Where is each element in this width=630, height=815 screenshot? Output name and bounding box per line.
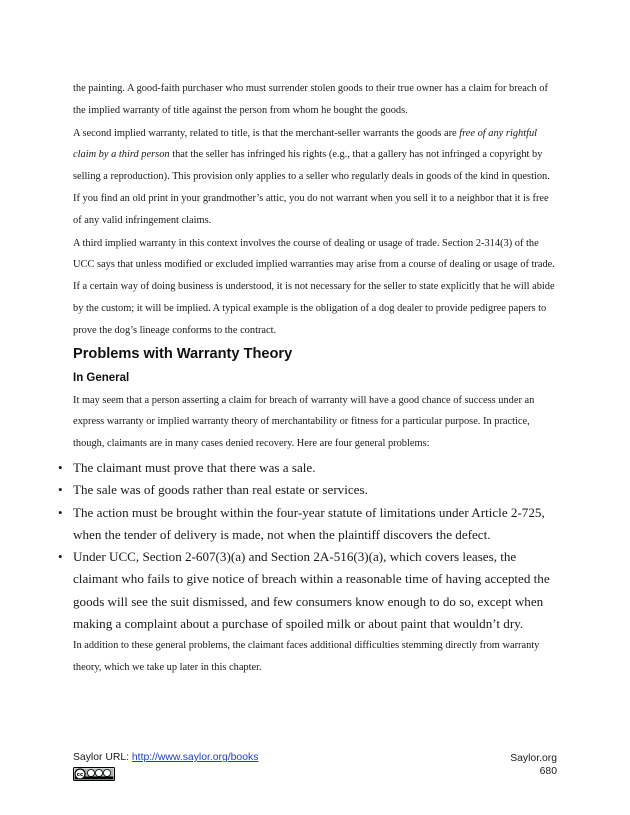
- section-heading: Problems with Warranty Theory: [73, 345, 293, 362]
- paragraph-closing: In addition to these general problems, the claimant faces additional difficulties stemming directly from warranty theory, which we take up later in this chapter.: [73, 640, 540, 674]
- paragraph-general-problems-intro: It may seem that a person asserting a claim for breach of warranty will have a good chance of success under an express warranty or implied warranty theory of merchantability or fitness for a particular purpose. In practice, though, claimants are in many cases denied recovery. Here are four general problems:: [73, 394, 535, 450]
- problems-list: [58, 457, 557, 635]
- paragraph-text: A second implied warranty, related to title, is that the merchant-seller warrants the goods are: [73, 127, 460, 139]
- list-item: • The action must be brought within the four-year statute of limitations under Article 2-725, when the tender of delivery is made, not when the plaintiff discovers the defect.: [73, 502, 557, 547]
- paragraph-title-warranty-end: the painting. A good-faith purchaser who must surrender stolen goods to their true owner has a claim for breach of the implied warranty of title against the person from whom he bought the goods.: [73, 83, 548, 116]
- footer-label: Saylor URL:: [73, 752, 132, 763]
- paragraph-third-implied-warranty: A third implied warranty in this context involves the course of dealing or usage of trade. Section 2-314(3) of the UCC says that unless modified or excluded implied warranties may arise from a course of dealing or usage of trade. If a certain way of doing business is understood, it is not necessary for the seller to state explicitly that he will abide by the custom; it will be implied. A typical example is the obligation of a dog dealer to provide pedigree papers to prove the dog’s lineage conforms to the contract.: [73, 237, 555, 336]
- page-footer: [73, 752, 557, 792]
- cc-license-icon: [73, 767, 115, 781]
- page-body: [58, 78, 557, 679]
- footer-url-link[interactable]: http://www.saylor.org/books: [131, 752, 259, 763]
- list-item: • The claimant must prove that there was a sale.: [73, 457, 557, 479]
- list-item: • The sale was of goods rather than real estate or services.: [73, 479, 557, 501]
- subsection-heading: In General: [73, 371, 130, 384]
- bullet-icon: •: [58, 504, 63, 520]
- bullet-icon: •: [58, 482, 63, 498]
- footer-source: [73, 752, 258, 763]
- footer-site-info: [510, 752, 557, 778]
- list-item: • Under UCC, Section 2-607(3)(a) and Section 2A-516(3)(a), which covers leases, the claimant who fails to give notice of breach within a reasonable time of having accepted the goods will see the suit dismissed, and few consumers know enough to do so, except when making a complaint about a purchase of spoiled milk or about paint that wouldn’t dry.: [73, 546, 557, 635]
- emphasis-text: free of any rightful claim by a third person: [73, 127, 538, 161]
- footer-site: Saylor.org: [510, 753, 557, 764]
- svg-text:cc: cc: [76, 772, 84, 778]
- bullet-icon: •: [58, 549, 63, 565]
- paragraph-second-implied-warranty: [73, 123, 557, 232]
- paragraph-text: that the seller has infringed his rights (e.g., that a gallery has not infringed a copyright by selling a reproduction). This provision only applies to a seller who regularly deals in goods of the kind in question. If you find an old print in your grandmother’s attic, you do not warrant when you sell it to a neighbor that it is free of any valid infringement claims.: [73, 149, 550, 226]
- bullet-icon: •: [58, 459, 63, 475]
- page-number: 680: [539, 766, 557, 777]
